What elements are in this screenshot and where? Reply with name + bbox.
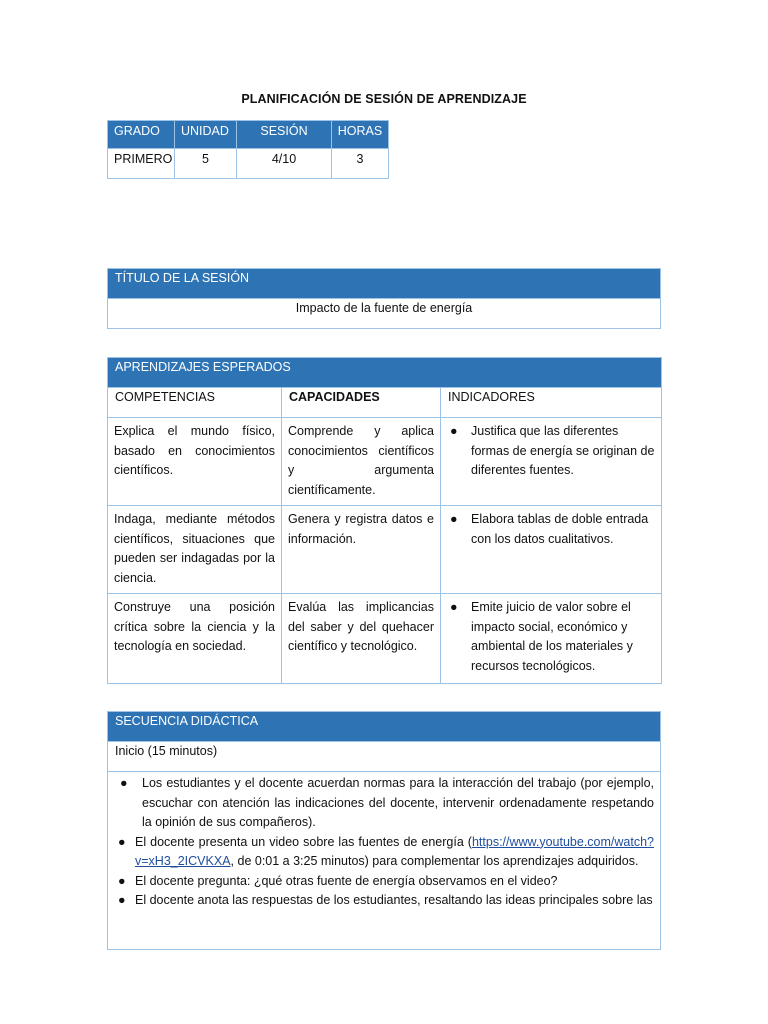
horas-value: 3 — [332, 149, 389, 179]
indicadores-header: INDICADORES — [441, 388, 662, 418]
sesion-header: SESIÓN — [237, 121, 332, 149]
bullet-icon: ● — [450, 512, 458, 526]
list-item — [118, 872, 654, 892]
horas-header: HORAS — [332, 121, 389, 149]
competencia-cell: Construye una posición crítica sobre la ciencia y la tecnología en sociedad. — [108, 594, 282, 684]
list-item — [118, 774, 654, 833]
learning-section-label: APRENDIZAJES ESPERADOS — [108, 358, 662, 388]
bullet-icon: ● — [118, 873, 126, 888]
indicador-cell — [441, 418, 662, 506]
document-title: PLANIFICACIÓN DE SESIÓN DE APRENDIZAJE — [241, 92, 527, 106]
step-text: El docente pregunta: ¿qué otras fuente de energía observamos en el video? — [135, 873, 558, 888]
session-title-label: TÍTULO DE LA SESIÓN — [108, 269, 661, 299]
unidad-value: 5 — [175, 149, 237, 179]
indicador-text: Emite juicio de valor sobre el impacto social, económico y ambiental de los materiales y recursos tecnológicos. — [471, 600, 633, 673]
bullet-icon: ● — [118, 834, 126, 849]
list-item — [447, 510, 655, 549]
grado-header: GRADO — [108, 121, 175, 149]
video-link[interactable]: https://www.youtube.com/watch?v=xH3_2ICVKXA — [135, 834, 654, 868]
session-title-table — [107, 268, 661, 329]
step-text: El docente presenta un video sobre las fuentes de energía ( — [135, 834, 472, 849]
indicador-text: Justifica que las diferentes formas de energía se originan de diferentes fuentes. — [471, 424, 655, 477]
list-item — [447, 422, 655, 481]
capacidad-cell: Genera y registra datos e información. — [282, 506, 441, 594]
sequence-steps — [108, 772, 661, 950]
list-item — [118, 891, 654, 911]
capacidad-cell: Comprende y aplica conocimientos científicos y argumenta científicamente. — [282, 418, 441, 506]
unidad-header: UNIDAD — [175, 121, 237, 149]
indicador-cell — [441, 594, 662, 684]
sequence-table — [107, 711, 661, 950]
capacidades-header: CAPACIDADES — [282, 388, 441, 418]
bullet-icon: ● — [118, 893, 126, 907]
list-item — [118, 833, 654, 872]
bullet-icon: ● — [450, 424, 458, 438]
sequence-section-label: SECUENCIA DIDÁCTICA — [108, 712, 661, 742]
bullet-icon: ● — [120, 776, 128, 790]
competencias-header: COMPETENCIAS — [108, 388, 282, 418]
step-text: El docente anota las respuestas de los estudiantes, resaltando las ideas principales sobre las — [135, 893, 653, 907]
step-text: , de 0:01 a 3:25 minutos) para complementar los aprendizajes adquiridos. — [230, 854, 639, 868]
inicio-label: Inicio (15 minutos) — [108, 742, 661, 772]
competencia-cell: Indaga, mediante métodos científicos, situaciones que pueden ser indagadas por la ciencia. — [108, 506, 282, 594]
learning-table — [107, 357, 662, 684]
grado-value: PRIMERO — [108, 149, 175, 179]
session-info-table — [107, 120, 389, 179]
capacidad-cell: Evalúa las implicancias del saber y del quehacer científico y tecnológico. — [282, 594, 441, 684]
indicador-cell — [441, 506, 662, 594]
step-text: Los estudiantes y el docente acuerdan normas para la interacción del trabajo (por ejemplo, escuchar con atención las indicaciones del docente, intervenir ordenadamente respetando la opinión de sus compañeros). — [142, 776, 654, 829]
session-title-value: Impacto de la fuente de energía — [108, 299, 661, 329]
list-item — [447, 598, 655, 676]
bullet-icon: ● — [450, 600, 458, 614]
indicador-text: Elabora tablas de doble entrada con los datos cualitativos. — [471, 512, 649, 546]
competencia-cell: Explica el mundo físico, basado en conocimientos científicos. — [108, 418, 282, 506]
sesion-value: 4/10 — [237, 149, 332, 179]
